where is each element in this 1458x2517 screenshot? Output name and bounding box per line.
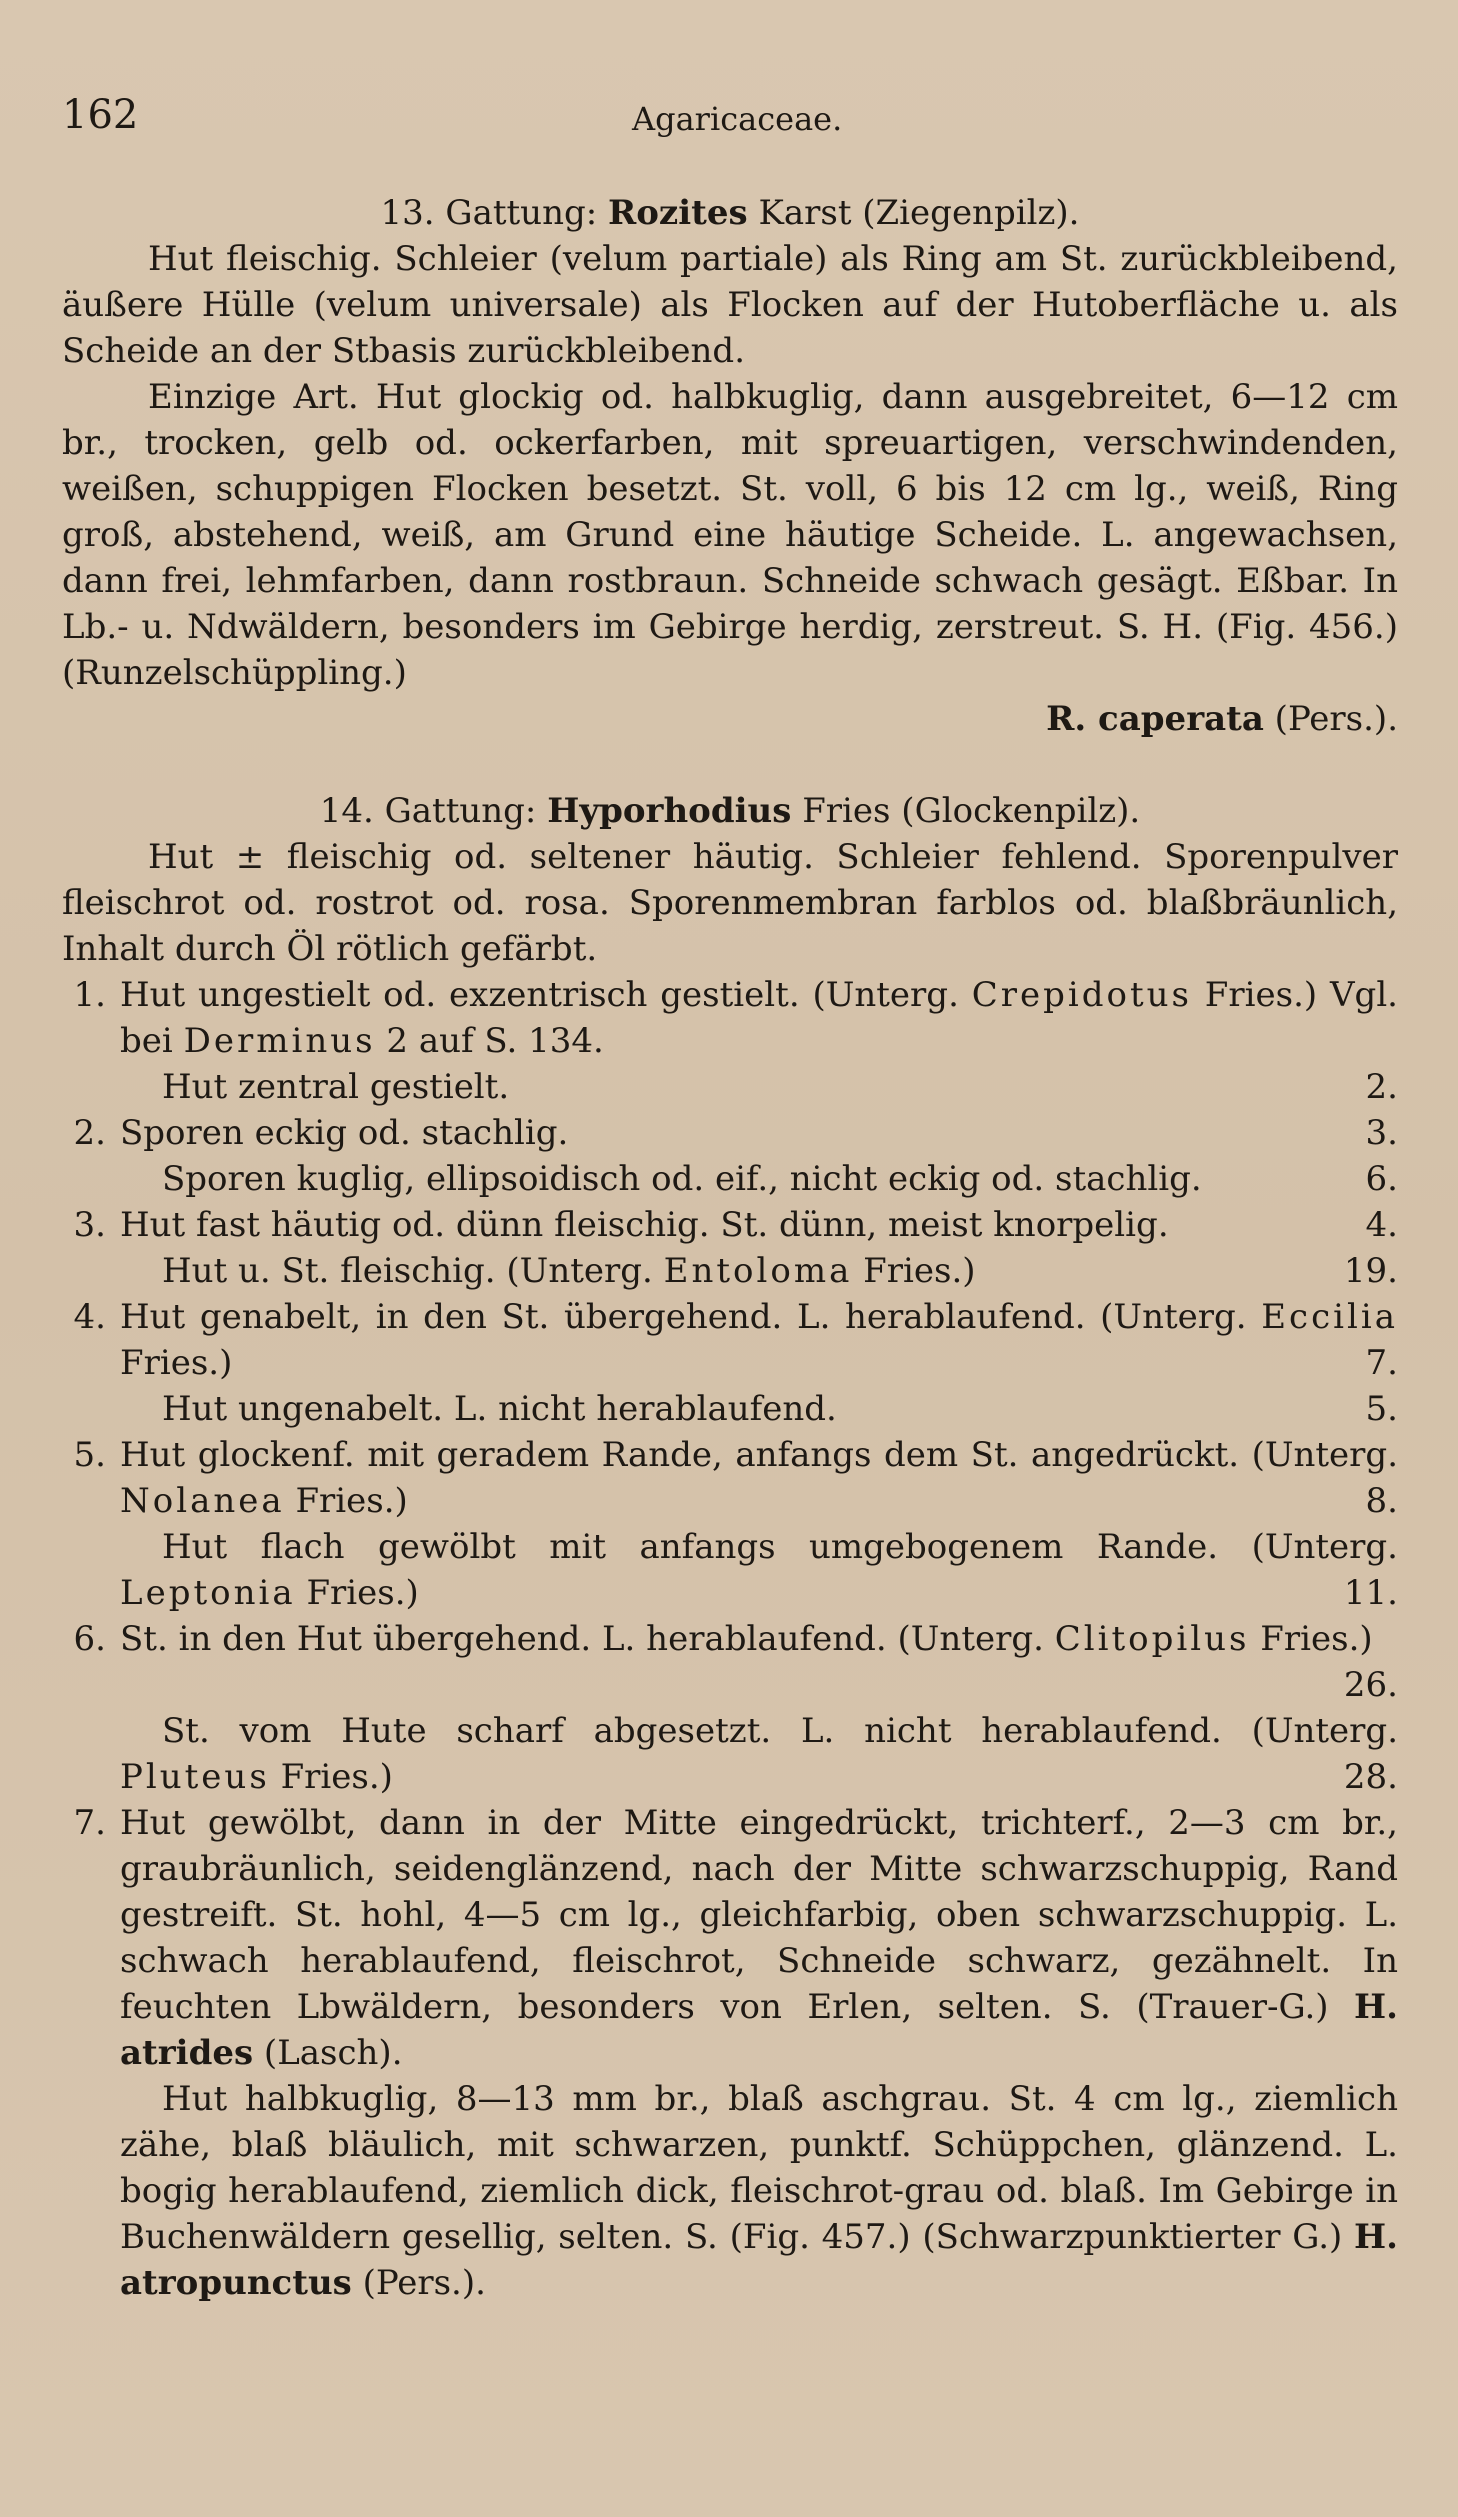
key-entry-3: 3. Hut fast häutig od. dünn fleischig. St. dünn, meist knorpelig. 4. [73, 1205, 1398, 1245]
key-entry-2: 2. Sporen eckig od. stachlig. 3. [73, 1113, 1398, 1153]
genus-name: Rozites [608, 193, 748, 233]
paragraph: Hut fleischig. Schleier (velum partiale) als Ring am St. zurückbleibend, äußere Hülle (velum universale) als Flocken auf der Hutoberfläche u. als Scheide an der Stbasis zurückbleibend. [62, 239, 1398, 371]
paragraph: Einzige Art. Hut glockig od. halbkuglig, dann ausgebreitet, 6—12 cm br., trocken, gelb od. ockerfarben, mit spreuartigen, verschwindenden, weißen, schuppigen Flocken besetzt. St. voll, 6 bis 12 cm lg., weiß, Ring groß, abstehend, weiß, am Grund eine häutige Scheide. L. angewachsen, dann frei, lehmfarben, dann rostbraun. Schneide schwach gesägt. Eßbar. In Lb.- u. Ndwäldern, besonders im Gebirge herdig, zerstreut. S. H. (Fig. 456.) (Runzelschüppling.) [62, 377, 1398, 693]
section-heading-rozites: 13. Gattung: Rozites Karst (Ziegenpilz). [380, 193, 1080, 233]
paragraph: Hut ± fleischig od. seltener häutig. Schleier fehlend. Sporenpulver fleischrot od. rostrot od. rosa. Sporenmembran farblos od. blaßbräunlich, Inhalt durch Öl rötlich gefärbt. [62, 837, 1398, 969]
key-alternative: Hut u. St. fleischig. (Unterg. Entoloma Fries.) 19. [162, 1251, 1398, 1291]
key-alternative: Hut flach gewölbt mit anfangs umgebogenem Rande. (Unterg. Leptonia Fries.) 11. [120, 1527, 1398, 1613]
species-line: R. caperata (Pers.). [1046, 699, 1398, 739]
key-entry-6: 6. St. in den Hut übergehend. L. herablaufend. (Unterg. Clitopilus Fries.) 26. [73, 1619, 1398, 1705]
page-text [62, 190, 1398, 2306]
page-number: 162 [62, 92, 139, 138]
key-entry-1: 1. Hut ungestielt od. exzentrisch gestielt. (Unterg. Crepidotus Fries.) Vgl. bei Derminus 2 auf S. 134. [73, 975, 1398, 1061]
key-entry-5: 5. Hut glockenf. mit geradem Rande, anfangs dem St. angedrückt. (Unterg. Nolanea Fries.) 8. [73, 1435, 1398, 1521]
species-name: R. caperata [1046, 699, 1264, 739]
key-alternative: Hut halbkuglig, 8—13 mm br., blaß aschgrau. St. 4 cm lg., ziemlich zähe, blaß bläulich, mit schwarzen, punktf. Schüppchen, glänzend. L. bogig herablaufend, ziemlich dick, fleischrot-grau od. blaß. Im Gebirge in Buchenwäldern gesellig, selten. S. (Fig. 457.) (Schwarzpunktierter G.) H. atropunctus (Pers.). [120, 2079, 1398, 2303]
running-title: Agaricaceae. [632, 100, 843, 138]
key-alternative: Sporen kuglig, ellipsoidisch od. eif., nicht eckig od. stachlig. 6. [162, 1159, 1398, 1199]
key-alternative: Hut ungenabelt. L. nicht herablaufend. 5. [162, 1389, 1398, 1429]
key-entry-7: 7. Hut gewölbt, dann in der Mitte eingedrückt, trichterf., 2—3 cm br., graubräunlich, seidenglänzend, nach der Mitte schwarzschuppig, Rand gestreift. St. hohl, 4—5 cm lg., gleichfarbig, oben schwarzschuppig. L. schwach herablaufend, fleischrot, Schneide schwarz, gezähnelt. In feuchten Lbwäldern, besonders von Erlen, selten. S. (Trauer-G.) H. atrides (Lasch). [73, 1803, 1398, 2073]
page-header [62, 92, 1398, 152]
key-alternative: Hut zentral gestielt. 2. [162, 1067, 1398, 1107]
key-entry-4: 4. Hut genabelt, in den St. übergehend. L. herablaufend. (Unterg. Eccilia Fries.) 7. [73, 1297, 1398, 1383]
species-name: H. atropunctus [120, 2217, 1398, 2303]
species-name: H. atrides [120, 1987, 1398, 2073]
genus-name: Hyporhodius [547, 791, 792, 831]
section-heading-hyporhodius: 14. Gattung: Hyporhodius Fries (Glockenpilz). [319, 791, 1141, 831]
key-alternative: St. vom Hute scharf abgesetzt. L. nicht herablaufend. (Unterg. Pluteus Fries.) 28. [120, 1711, 1398, 1797]
